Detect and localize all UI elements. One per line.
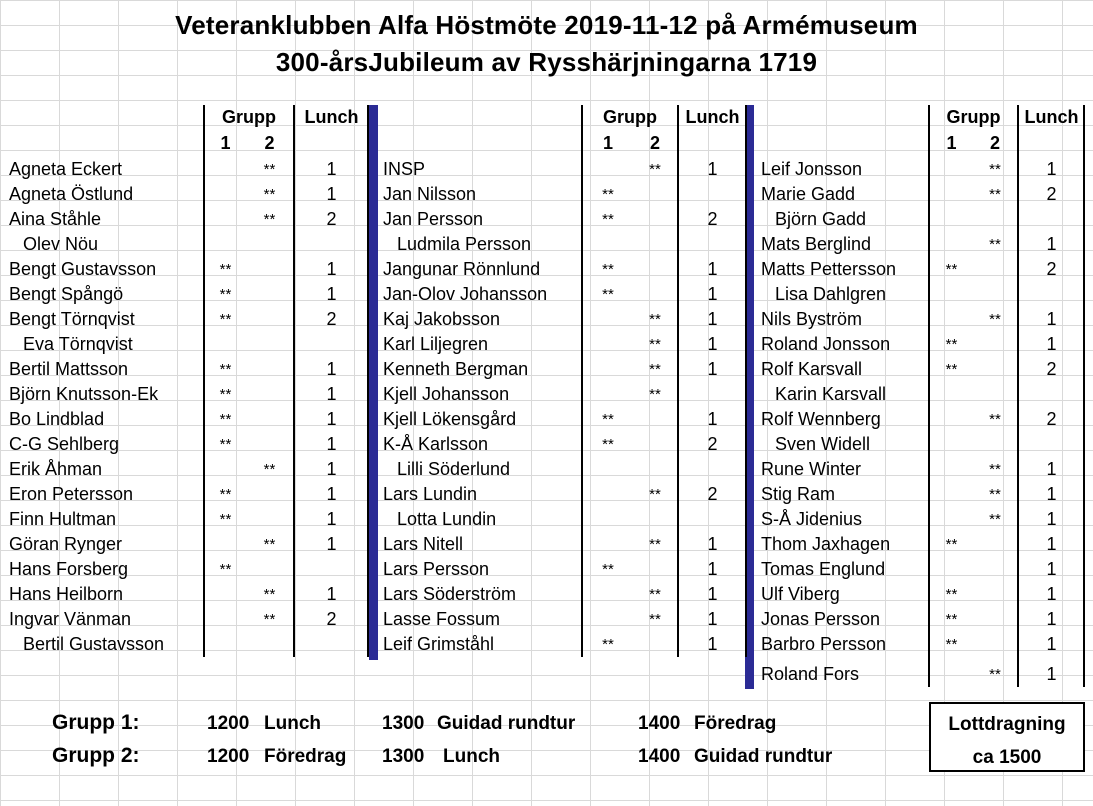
group-2-marker: ** (989, 511, 1001, 528)
attendee-name: C-G Sehlberg (9, 434, 120, 454)
attendee-name: Bengt Gustavsson (9, 259, 157, 279)
attendee-name: Agneta Östlund (9, 184, 134, 204)
lunch-count: 1 (326, 534, 337, 554)
attendee-name: Bo Lindblad (9, 409, 105, 429)
header-lunch: Lunch (685, 107, 740, 127)
header-group-1: 1 (220, 133, 231, 153)
attendee-name: Thom Jaxhagen (761, 534, 891, 554)
attendee-name: Roland Fors (761, 664, 860, 684)
group-2-marker: ** (649, 536, 661, 553)
lunch-count: 2 (1046, 359, 1057, 379)
group-1-marker: ** (945, 361, 958, 378)
group-2-marker: ** (649, 386, 661, 403)
g2-time-2: 1300 (382, 746, 425, 767)
lunch-count: 2 (326, 609, 337, 629)
group-2-marker: ** (989, 236, 1001, 253)
attendee-name: Jan-Olov Johansson (383, 284, 548, 304)
g2-time-1: 1200 (207, 746, 250, 767)
attendee-name: Rune Winter (761, 459, 862, 479)
group-1-marker: ** (219, 436, 232, 453)
group-2-marker: ** (989, 666, 1001, 683)
lunch-count: 2 (707, 434, 718, 454)
g1-activity-1: Lunch (264, 713, 321, 734)
lunch-count: 1 (1046, 559, 1057, 579)
group-1-marker: ** (602, 436, 614, 453)
attendee-name: Karin Karsvall (775, 384, 887, 404)
group-1-marker: ** (602, 636, 614, 653)
group-2-marker: ** (263, 186, 276, 203)
lunch-count: 1 (707, 334, 718, 354)
lunch-count: 1 (326, 509, 337, 529)
attendee-name: Bengt Spångö (9, 284, 124, 304)
attendee-name: Jan Persson (383, 209, 484, 229)
table-rule (677, 105, 679, 657)
header-group-2: 2 (649, 133, 660, 153)
attendee-name: Björn Knutsson-Ek (9, 384, 159, 404)
attendee-name: Hans Heilborn (9, 584, 124, 604)
header-grupp: Grupp (946, 107, 1001, 127)
lunch-count: 1 (326, 409, 337, 429)
group-1-marker: ** (602, 261, 614, 278)
attendee-name: Matts Pettersson (761, 259, 897, 279)
lunch-count: 2 (326, 309, 337, 329)
attendee-name: Bertil Mattsson (9, 359, 129, 379)
group-1-marker: ** (945, 336, 958, 353)
group-2-marker: ** (263, 161, 276, 178)
attendee-name: Agneta Eckert (9, 159, 123, 179)
lunch-count: 1 (707, 534, 718, 554)
lunch-count: 1 (326, 159, 337, 179)
group-1-marker: ** (219, 361, 232, 378)
group-1-marker: ** (602, 561, 614, 578)
attendee-name: Mats Berglind (761, 234, 872, 254)
header-group-2: 2 (989, 133, 1000, 153)
attendee-name: Lars Söderström (383, 584, 517, 604)
attendee-name: Lars Nitell (383, 534, 464, 554)
lunch-count: 1 (707, 359, 718, 379)
lunch-count: 1 (1046, 664, 1057, 684)
attendee-name: Rolf Karsvall (761, 359, 863, 379)
attendee-name: Sven Widell (775, 434, 871, 454)
lunch-count: 1 (707, 559, 718, 579)
g1-activity-2: Guidad rundtur (437, 713, 576, 734)
group-2-marker: ** (649, 161, 661, 178)
header-group-2: 2 (264, 133, 275, 153)
group-2-marker: ** (263, 211, 276, 228)
lunch-count: 1 (1046, 234, 1057, 254)
attendee-name: Kenneth Bergman (383, 359, 529, 379)
grupp2-label: Grupp 2: (52, 744, 140, 767)
attendee-name: Eron Petersson (9, 484, 134, 504)
lunch-count: 1 (1046, 459, 1057, 479)
g1-activity-3: Föredrag (694, 713, 777, 734)
attendee-name: Leif Grimståhl (383, 634, 495, 654)
attendee-name: Kjell Lökensgård (383, 409, 517, 429)
header-group-1: 1 (946, 133, 957, 153)
lunch-count: 1 (1046, 309, 1057, 329)
attendee-name: Aina Ståhle (9, 209, 102, 229)
table-rule (367, 105, 369, 657)
attendee-name: Jangunar Rönnlund (383, 259, 541, 279)
lottery-time: ca 1500 (972, 747, 1042, 768)
attendee-name: Tomas Englund (761, 559, 886, 579)
group-2-marker: ** (989, 161, 1001, 178)
attendee-name: Finn Hultman (9, 509, 117, 529)
group-1-marker: ** (945, 611, 958, 628)
attendee-name: Karl Liljegren (383, 334, 489, 354)
group-2-marker: ** (989, 461, 1001, 478)
group-1-marker: ** (219, 411, 232, 428)
attendee-name: Jonas Persson (761, 609, 881, 629)
group-2-marker: ** (649, 311, 661, 328)
attendee-name: Bertil Gustavsson (23, 634, 165, 654)
attendee-name: Olev Nöu (23, 234, 99, 254)
group-1-marker: ** (219, 286, 232, 303)
attendee-name: Göran Rynger (9, 534, 123, 554)
header-lunch: Lunch (1024, 107, 1079, 127)
group-2-marker: ** (989, 486, 1001, 503)
group-2-marker: ** (649, 336, 661, 353)
lottery-label: Lottdragning (948, 714, 1066, 735)
attendee-name: Björn Gadd (775, 209, 867, 229)
lunch-count: 1 (326, 284, 337, 304)
group-1-marker: ** (945, 536, 958, 553)
attendee-name: Barbro Persson (761, 634, 887, 654)
group-2-marker: ** (263, 461, 276, 478)
group-2-marker: ** (989, 411, 1001, 428)
lunch-count: 1 (326, 184, 337, 204)
attendee-name: Lars Persson (383, 559, 490, 579)
group-1-marker: ** (219, 486, 232, 503)
group-1-marker: ** (602, 186, 614, 203)
group-1-marker: ** (219, 261, 232, 278)
attendee-name: Lilli Söderlund (397, 459, 511, 479)
header-grupp: Grupp (603, 107, 657, 127)
lunch-count: 1 (707, 609, 718, 629)
group-1-marker: ** (219, 511, 232, 528)
attendee-name: Nils Byström (761, 309, 863, 329)
lunch-count: 1 (1046, 334, 1057, 354)
lunch-count: 2 (326, 209, 337, 229)
header-grupp: Grupp (222, 107, 276, 127)
attendee-name: Stig Ram (761, 484, 836, 504)
group-1-marker: ** (945, 636, 958, 653)
attendee-name: Rolf Wennberg (761, 409, 881, 429)
g1-time-1: 1200 (207, 713, 250, 734)
lunch-count: 1 (707, 634, 718, 654)
group-2-marker: ** (649, 611, 661, 628)
lunch-count: 1 (1046, 509, 1057, 529)
group-1-marker: ** (602, 211, 614, 228)
lunch-count: 1 (1046, 609, 1057, 629)
header-lunch: Lunch (304, 107, 359, 127)
g2-activity-2: Lunch (443, 746, 500, 767)
attendee-name: Leif Jonsson (761, 159, 863, 179)
attendee-name: Erik Åhman (9, 459, 103, 479)
lunch-count: 1 (707, 259, 718, 279)
g1-time-3: 1400 (638, 713, 681, 734)
lunch-count: 1 (326, 259, 337, 279)
group-2-marker: ** (649, 486, 661, 503)
lunch-count: 1 (326, 434, 337, 454)
attendee-name: Kaj Jakobsson (383, 309, 501, 329)
group-2-marker: ** (989, 186, 1001, 203)
group-1-marker: ** (219, 311, 232, 328)
lunch-count: 2 (707, 209, 718, 229)
lunch-count: 1 (1046, 534, 1057, 554)
group-1-marker: ** (602, 411, 614, 428)
title-line-2: 300-årsJubileum av Rysshärjningarna 1719 (275, 47, 818, 77)
table-rule (1083, 105, 1085, 687)
attendee-name: Kjell Johansson (383, 384, 510, 404)
attendee-name: Lasse Fossum (383, 609, 501, 629)
lunch-count: 1 (707, 309, 718, 329)
attendee-name: S-Å Jidenius (761, 509, 863, 529)
lunch-count: 1 (1046, 584, 1057, 604)
title-line-1: Veteranklubben Alfa Höstmöte 2019-11-12 på Armémuseum (175, 10, 918, 40)
group-1-marker: ** (219, 561, 232, 578)
table-rule (745, 105, 747, 657)
g1-time-2: 1300 (382, 713, 425, 734)
attendee-name: K-Å Karlsson (383, 434, 489, 454)
g2-activity-3: Guidad rundtur (694, 746, 833, 767)
group-2-marker: ** (263, 586, 276, 603)
attendee-name: Lisa Dahlgren (775, 284, 887, 304)
group-1-marker: ** (945, 261, 958, 278)
attendee-name: Marie Gadd (761, 184, 856, 204)
lunch-count: 1 (326, 459, 337, 479)
table-rule (293, 105, 295, 657)
lottery-box (929, 702, 1085, 772)
lunch-count: 1 (707, 284, 718, 304)
attendee-name: Eva Törnqvist (23, 334, 133, 354)
attendee-name: Hans Forsberg (9, 559, 129, 579)
grupp1-label: Grupp 1: (52, 711, 140, 734)
attendee-name: Jan Nilsson (383, 184, 477, 204)
header-group-1: 1 (602, 133, 613, 153)
group-1-marker: ** (945, 586, 958, 603)
lunch-count: 1 (326, 359, 337, 379)
attendee-name: INSP (383, 159, 426, 179)
group-2-marker: ** (263, 611, 276, 628)
group-2-marker: ** (989, 311, 1001, 328)
attendee-name: Lotta Lundin (397, 509, 497, 529)
group-2-marker: ** (649, 361, 661, 378)
table-rule (1017, 105, 1019, 687)
lunch-count: 2 (707, 484, 718, 504)
attendee-name: Bengt Törnqvist (9, 309, 135, 329)
lunch-count: 1 (326, 584, 337, 604)
column-separator-band-1 (369, 105, 378, 660)
g2-time-3: 1400 (638, 746, 681, 767)
lunch-count: 1 (326, 484, 337, 504)
group-2-marker: ** (649, 586, 661, 603)
group-1-marker: ** (219, 386, 232, 403)
g2-activity-1: Föredrag (264, 746, 347, 767)
attendee-name: Roland Jonsson (761, 334, 891, 354)
group-1-marker: ** (602, 286, 614, 303)
attendee-name: Ingvar Vänman (9, 609, 132, 629)
lunch-count: 1 (707, 409, 718, 429)
lunch-count: 2 (1046, 184, 1057, 204)
attendee-name: Ulf Viberg (761, 584, 840, 604)
lunch-count: 1 (1046, 634, 1057, 654)
lunch-count: 2 (1046, 409, 1057, 429)
attendee-name: Ludmila Persson (397, 234, 532, 254)
group-2-marker: ** (263, 536, 276, 553)
attendee-name: Lars Lundin (383, 484, 478, 504)
lunch-count: 1 (707, 159, 718, 179)
lunch-count: 2 (1046, 259, 1057, 279)
lunch-count: 1 (326, 384, 337, 404)
lunch-count: 1 (1046, 159, 1057, 179)
lunch-count: 1 (1046, 484, 1057, 504)
lunch-count: 1 (707, 584, 718, 604)
